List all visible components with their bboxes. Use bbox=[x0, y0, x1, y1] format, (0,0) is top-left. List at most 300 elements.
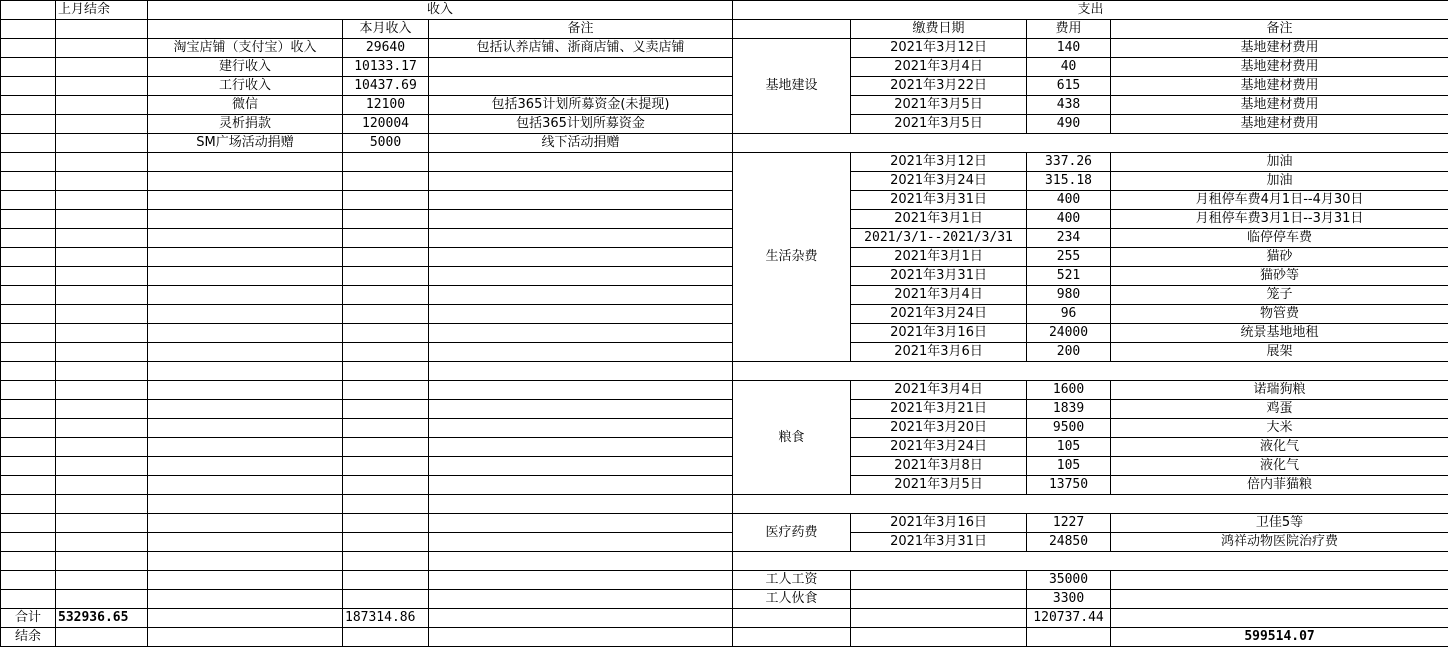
cell[interactable] bbox=[148, 590, 343, 609]
cell[interactable] bbox=[56, 229, 148, 248]
expense-date[interactable]: 2021年3月5日 bbox=[851, 96, 1027, 115]
cell[interactable] bbox=[343, 286, 429, 305]
cell[interactable] bbox=[1, 96, 56, 115]
expense-remark[interactable]: 临停停车费 bbox=[1111, 229, 1448, 248]
table-row bbox=[1, 457, 1448, 476]
cell[interactable] bbox=[56, 267, 148, 286]
table-row bbox=[1, 172, 1448, 191]
cell[interactable] bbox=[148, 267, 343, 286]
cell[interactable] bbox=[56, 533, 148, 552]
cell[interactable] bbox=[148, 609, 343, 628]
income-header[interactable]: 收入 bbox=[148, 1, 733, 20]
cell[interactable] bbox=[429, 248, 733, 267]
expense-cost[interactable]: 13750 bbox=[1027, 476, 1111, 495]
income-remark[interactable]: 包括认养店铺、浙商店铺、义卖店铺 bbox=[429, 39, 733, 58]
income-item[interactable]: 工行收入 bbox=[148, 77, 343, 96]
cell[interactable] bbox=[1111, 590, 1448, 609]
table-row bbox=[1, 267, 1448, 286]
income-amount[interactable]: 12100 bbox=[343, 96, 429, 115]
prev-balance-total[interactable]: 532936.65 bbox=[56, 609, 148, 628]
cell[interactable] bbox=[56, 362, 148, 381]
table-row bbox=[1, 533, 1448, 552]
table-row bbox=[1, 305, 1448, 324]
expense-date[interactable]: 2021年3月12日 bbox=[851, 153, 1027, 172]
cell[interactable] bbox=[148, 438, 343, 457]
expense-remark-header[interactable]: 备注 bbox=[1111, 20, 1448, 39]
expense-date[interactable]: 2021年3月1日 bbox=[851, 248, 1027, 267]
cell[interactable] bbox=[733, 495, 1448, 514]
cell[interactable] bbox=[733, 609, 851, 628]
income-remark[interactable]: 线下活动捐赠 bbox=[429, 134, 733, 153]
cell[interactable] bbox=[733, 552, 1448, 571]
table-row bbox=[1, 419, 1448, 438]
cell[interactable] bbox=[429, 628, 733, 647]
cell[interactable] bbox=[1, 267, 56, 286]
expense-remark[interactable]: 基地建材费用 bbox=[1111, 58, 1448, 77]
income-item[interactable]: 微信 bbox=[148, 96, 343, 115]
cell[interactable] bbox=[148, 191, 343, 210]
expense-cost[interactable]: 105 bbox=[1027, 457, 1111, 476]
cell[interactable] bbox=[148, 20, 343, 39]
cell[interactable] bbox=[1, 210, 56, 229]
cell[interactable] bbox=[56, 495, 148, 514]
cell[interactable] bbox=[343, 400, 429, 419]
cell[interactable] bbox=[1, 400, 56, 419]
cell[interactable] bbox=[429, 324, 733, 343]
expense-date[interactable]: 2021年3月5日 bbox=[851, 476, 1027, 495]
expense-remark[interactable]: 基地建材费用 bbox=[1111, 96, 1448, 115]
cell[interactable] bbox=[1, 324, 56, 343]
income-item[interactable]: 建行收入 bbox=[148, 58, 343, 77]
table-row bbox=[1, 438, 1448, 457]
expense-cost[interactable]: 35000 bbox=[1027, 571, 1111, 590]
expense-date[interactable]: 2021年3月5日 bbox=[851, 115, 1027, 134]
prev-balance-header[interactable]: 上月结余 bbox=[56, 1, 148, 20]
cell[interactable] bbox=[148, 324, 343, 343]
cell[interactable] bbox=[148, 552, 343, 571]
cell[interactable] bbox=[1, 533, 56, 552]
cell[interactable] bbox=[429, 305, 733, 324]
expense-remark[interactable]: 加油 bbox=[1111, 172, 1448, 191]
cell[interactable] bbox=[1, 438, 56, 457]
cell[interactable] bbox=[148, 400, 343, 419]
expense-cost[interactable]: 438 bbox=[1027, 96, 1111, 115]
table-row bbox=[1, 381, 1448, 400]
table-row bbox=[1, 590, 1448, 609]
cell[interactable] bbox=[1, 362, 56, 381]
table-row bbox=[1, 134, 1448, 153]
expense-date[interactable]: 2021年3月16日 bbox=[851, 324, 1027, 343]
cell[interactable] bbox=[56, 457, 148, 476]
expense-remark[interactable]: 液化气 bbox=[1111, 457, 1448, 476]
cell[interactable] bbox=[148, 172, 343, 191]
expense-cost[interactable]: 3300 bbox=[1027, 590, 1111, 609]
table-row bbox=[1, 552, 1448, 571]
cell[interactable] bbox=[56, 172, 148, 191]
table-row bbox=[1, 115, 1448, 134]
cell[interactable] bbox=[343, 457, 429, 476]
expense-date[interactable]: 2021年3月21日 bbox=[851, 400, 1027, 419]
cell[interactable] bbox=[733, 628, 851, 647]
header-row-2 bbox=[1, 20, 1448, 39]
cell[interactable] bbox=[1111, 571, 1448, 590]
cell[interactable] bbox=[343, 552, 429, 571]
totals-row bbox=[1, 609, 1448, 628]
cell[interactable] bbox=[429, 381, 733, 400]
cell[interactable] bbox=[429, 533, 733, 552]
cell[interactable] bbox=[56, 571, 148, 590]
category-food[interactable]: 粮食 bbox=[733, 381, 851, 495]
expense-remark[interactable]: 倍内菲猫粮 bbox=[1111, 476, 1448, 495]
cell[interactable] bbox=[343, 571, 429, 590]
income-total[interactable]: 187314.86 bbox=[343, 609, 429, 628]
cell[interactable] bbox=[1, 495, 56, 514]
cell[interactable] bbox=[56, 286, 148, 305]
expense-cost[interactable]: 490 bbox=[1027, 115, 1111, 134]
cell[interactable] bbox=[56, 305, 148, 324]
cell[interactable] bbox=[1, 457, 56, 476]
expense-date[interactable]: 2021年3月1日 bbox=[851, 210, 1027, 229]
balance-label[interactable]: 结余 bbox=[1, 628, 56, 647]
cell[interactable] bbox=[429, 495, 733, 514]
expense-date[interactable]: 2021年3月31日 bbox=[851, 533, 1027, 552]
cell[interactable] bbox=[56, 343, 148, 362]
cell[interactable] bbox=[429, 590, 733, 609]
cell[interactable] bbox=[343, 533, 429, 552]
income-item[interactable]: 淘宝店铺（支付宝）收入 bbox=[148, 39, 343, 58]
expense-cost[interactable]: 140 bbox=[1027, 39, 1111, 58]
cell[interactable] bbox=[429, 210, 733, 229]
cell[interactable] bbox=[56, 514, 148, 533]
expense-cost[interactable]: 24850 bbox=[1027, 533, 1111, 552]
cell[interactable] bbox=[56, 438, 148, 457]
cell[interactable] bbox=[56, 628, 148, 647]
expense-cost[interactable]: 24000 bbox=[1027, 324, 1111, 343]
cell[interactable] bbox=[148, 305, 343, 324]
cell[interactable] bbox=[148, 628, 343, 647]
table-row bbox=[1, 286, 1448, 305]
cell[interactable] bbox=[429, 514, 733, 533]
table-row bbox=[1, 343, 1448, 362]
cell[interactable] bbox=[343, 229, 429, 248]
income-amount[interactable]: 5000 bbox=[343, 134, 429, 153]
income-remark[interactable] bbox=[429, 77, 733, 96]
cell[interactable] bbox=[1, 134, 56, 153]
expense-date[interactable]: 2021年3月4日 bbox=[851, 286, 1027, 305]
cell[interactable] bbox=[343, 210, 429, 229]
cell[interactable] bbox=[56, 39, 148, 58]
cell[interactable] bbox=[56, 400, 148, 419]
expense-cost[interactable]: 980 bbox=[1027, 286, 1111, 305]
category-medical[interactable]: 医疗药费 bbox=[733, 514, 851, 552]
expense-remark[interactable]: 笼子 bbox=[1111, 286, 1448, 305]
cell[interactable] bbox=[343, 381, 429, 400]
expense-remark[interactable]: 液化气 bbox=[1111, 438, 1448, 457]
income-item[interactable]: 灵析捐款 bbox=[148, 115, 343, 134]
cell[interactable] bbox=[1, 343, 56, 362]
cell[interactable] bbox=[733, 20, 851, 39]
expense-cost[interactable]: 234 bbox=[1027, 229, 1111, 248]
expense-remark[interactable]: 基地建材费用 bbox=[1111, 77, 1448, 96]
cell[interactable] bbox=[343, 324, 429, 343]
category-base[interactable]: 基地建设 bbox=[733, 39, 851, 134]
cell[interactable] bbox=[1, 590, 56, 609]
expense-remark[interactable]: 物管费 bbox=[1111, 305, 1448, 324]
income-amount-header[interactable]: 本月收入 bbox=[343, 20, 429, 39]
table-row bbox=[1, 495, 1448, 514]
cell[interactable] bbox=[429, 362, 733, 381]
cell[interactable] bbox=[148, 248, 343, 267]
expense-cost[interactable]: 521 bbox=[1027, 267, 1111, 286]
table-row bbox=[1, 191, 1448, 210]
expense-remark[interactable]: 大米 bbox=[1111, 419, 1448, 438]
cell[interactable] bbox=[1, 514, 56, 533]
expense-date[interactable]: 2021年3月20日 bbox=[851, 419, 1027, 438]
expense-cost[interactable]: 200 bbox=[1027, 343, 1111, 362]
cell[interactable] bbox=[1, 229, 56, 248]
expense-cost[interactable]: 1227 bbox=[1027, 514, 1111, 533]
income-remark[interactable]: 包括365计划所募资金(未提现) bbox=[429, 96, 733, 115]
expense-remark[interactable]: 展架 bbox=[1111, 343, 1448, 362]
cell[interactable] bbox=[851, 628, 1027, 647]
expense-remark[interactable]: 月租停车费4月1日--4月30日 bbox=[1111, 191, 1448, 210]
category-wage[interactable]: 工人工资 bbox=[733, 571, 851, 590]
expense-cost[interactable]: 1600 bbox=[1027, 381, 1111, 400]
balance-row bbox=[1, 628, 1448, 647]
cell[interactable] bbox=[429, 286, 733, 305]
cell[interactable] bbox=[148, 286, 343, 305]
income-amount[interactable]: 29640 bbox=[343, 39, 429, 58]
cell[interactable] bbox=[56, 419, 148, 438]
cell[interactable] bbox=[56, 77, 148, 96]
cell[interactable] bbox=[343, 438, 429, 457]
cell[interactable] bbox=[56, 248, 148, 267]
header-row-1 bbox=[1, 1, 1448, 20]
expense-date[interactable]: 2021年3月31日 bbox=[851, 267, 1027, 286]
cell[interactable] bbox=[343, 305, 429, 324]
cell[interactable] bbox=[1, 39, 56, 58]
cell[interactable] bbox=[1, 248, 56, 267]
cell[interactable] bbox=[343, 628, 429, 647]
expense-remark[interactable]: 诺瑞狗粮 bbox=[1111, 381, 1448, 400]
table-row bbox=[1, 210, 1448, 229]
table-row bbox=[1, 96, 1448, 115]
cell[interactable] bbox=[429, 172, 733, 191]
cell[interactable] bbox=[56, 590, 148, 609]
cell[interactable] bbox=[56, 324, 148, 343]
cell[interactable] bbox=[429, 438, 733, 457]
cell[interactable] bbox=[56, 210, 148, 229]
expense-date[interactable]: 2021年3月4日 bbox=[851, 381, 1027, 400]
expense-date[interactable]: 2021年3月8日 bbox=[851, 457, 1027, 476]
expense-remark[interactable]: 月租停车费3月1日--3月31日 bbox=[1111, 210, 1448, 229]
expense-total[interactable]: 120737.44 bbox=[1027, 609, 1111, 628]
cell[interactable] bbox=[148, 514, 343, 533]
expense-cost[interactable]: 105 bbox=[1027, 438, 1111, 457]
cell[interactable] bbox=[1, 305, 56, 324]
cell[interactable] bbox=[1, 286, 56, 305]
expense-cost[interactable]: 315.18 bbox=[1027, 172, 1111, 191]
cell[interactable] bbox=[1, 381, 56, 400]
cell[interactable] bbox=[343, 153, 429, 172]
totals-label[interactable]: 合计 bbox=[1, 609, 56, 628]
cell[interactable] bbox=[429, 476, 733, 495]
cell[interactable] bbox=[56, 476, 148, 495]
cell[interactable] bbox=[148, 343, 343, 362]
cell[interactable] bbox=[343, 590, 429, 609]
expense-cost[interactable]: 40 bbox=[1027, 58, 1111, 77]
expense-date[interactable]: 2021年3月16日 bbox=[851, 514, 1027, 533]
cell[interactable] bbox=[343, 362, 429, 381]
cell[interactable] bbox=[343, 495, 429, 514]
cell[interactable] bbox=[429, 267, 733, 286]
table-row bbox=[1, 571, 1448, 590]
cell[interactable] bbox=[1, 552, 56, 571]
expense-header[interactable]: 支出 bbox=[733, 1, 1448, 20]
expense-date[interactable]: 2021年3月12日 bbox=[851, 39, 1027, 58]
cell[interactable] bbox=[429, 229, 733, 248]
cell[interactable] bbox=[343, 419, 429, 438]
cell[interactable] bbox=[56, 552, 148, 571]
cell[interactable] bbox=[1, 153, 56, 172]
expense-remark[interactable]: 鸡蛋 bbox=[1111, 400, 1448, 419]
table-row bbox=[1, 77, 1448, 96]
cell[interactable] bbox=[1, 20, 56, 39]
cell[interactable] bbox=[1111, 609, 1448, 628]
cell[interactable] bbox=[56, 96, 148, 115]
cell[interactable] bbox=[1, 419, 56, 438]
cell[interactable] bbox=[1, 571, 56, 590]
table-row bbox=[1, 39, 1448, 58]
pay-date-header[interactable]: 缴费日期 bbox=[851, 20, 1027, 39]
cell[interactable] bbox=[429, 552, 733, 571]
expense-cost[interactable]: 337.26 bbox=[1027, 153, 1111, 172]
expense-remark[interactable]: 猫砂 bbox=[1111, 248, 1448, 267]
expense-remark[interactable]: 卫佳5等 bbox=[1111, 514, 1448, 533]
cell[interactable] bbox=[56, 20, 148, 39]
cell[interactable] bbox=[148, 495, 343, 514]
expense-cost[interactable]: 1839 bbox=[1027, 400, 1111, 419]
expense-date[interactable]: 2021年3月24日 bbox=[851, 438, 1027, 457]
cell[interactable] bbox=[343, 191, 429, 210]
cell[interactable] bbox=[429, 419, 733, 438]
cell[interactable] bbox=[148, 533, 343, 552]
cell[interactable] bbox=[56, 191, 148, 210]
expense-cost[interactable]: 400 bbox=[1027, 210, 1111, 229]
category-meals[interactable]: 工人伙食 bbox=[733, 590, 851, 609]
expense-cost[interactable]: 400 bbox=[1027, 191, 1111, 210]
cell[interactable] bbox=[148, 229, 343, 248]
expense-date[interactable]: 2021年3月22日 bbox=[851, 77, 1027, 96]
cell[interactable] bbox=[56, 134, 148, 153]
expense-remark[interactable]: 基地建材费用 bbox=[1111, 115, 1448, 134]
cell[interactable] bbox=[733, 134, 1448, 153]
table-row bbox=[1, 229, 1448, 248]
cell[interactable] bbox=[56, 381, 148, 400]
cell[interactable] bbox=[733, 362, 1448, 381]
expense-remark[interactable]: 基地建材费用 bbox=[1111, 39, 1448, 58]
expense-date[interactable]: 2021年3月6日 bbox=[851, 343, 1027, 362]
expense-cost[interactable]: 9500 bbox=[1027, 419, 1111, 438]
cell[interactable] bbox=[148, 419, 343, 438]
cell[interactable] bbox=[429, 343, 733, 362]
cell[interactable] bbox=[1027, 628, 1111, 647]
cell[interactable] bbox=[1, 476, 56, 495]
cell[interactable] bbox=[148, 476, 343, 495]
cell[interactable] bbox=[148, 457, 343, 476]
cell[interactable] bbox=[148, 362, 343, 381]
cell[interactable] bbox=[343, 343, 429, 362]
table-row bbox=[1, 58, 1448, 77]
expense-date[interactable]: 2021年3月31日 bbox=[851, 191, 1027, 210]
income-amount[interactable]: 10437.69 bbox=[343, 77, 429, 96]
expense-remark[interactable]: 加油 bbox=[1111, 153, 1448, 172]
expense-date[interactable]: 2021/3/1--2021/3/31 bbox=[851, 229, 1027, 248]
cell[interactable] bbox=[1, 77, 56, 96]
cell[interactable] bbox=[1, 58, 56, 77]
table-row bbox=[1, 153, 1448, 172]
cell[interactable] bbox=[1, 1, 56, 20]
cell[interactable] bbox=[343, 172, 429, 191]
expense-remark[interactable]: 鸿祥动物医院治疗费 bbox=[1111, 533, 1448, 552]
expense-remark[interactable]: 统景基地地租 bbox=[1111, 324, 1448, 343]
expense-date[interactable]: 2021年3月4日 bbox=[851, 58, 1027, 77]
cell[interactable] bbox=[1, 115, 56, 134]
cell[interactable] bbox=[343, 267, 429, 286]
expense-remark[interactable]: 猫砂等 bbox=[1111, 267, 1448, 286]
balance-value[interactable]: 599514.07 bbox=[1111, 628, 1448, 647]
income-remark[interactable] bbox=[429, 58, 733, 77]
cost-header[interactable]: 费用 bbox=[1027, 20, 1111, 39]
cell[interactable] bbox=[851, 571, 1027, 590]
cell[interactable] bbox=[56, 153, 148, 172]
cell[interactable] bbox=[343, 514, 429, 533]
table-row bbox=[1, 476, 1448, 495]
income-item[interactable]: SM广场活动捐赠 bbox=[148, 134, 343, 153]
cell[interactable] bbox=[851, 590, 1027, 609]
cell[interactable] bbox=[429, 400, 733, 419]
cell[interactable] bbox=[429, 609, 733, 628]
cell[interactable] bbox=[1, 172, 56, 191]
table-row bbox=[1, 324, 1448, 343]
income-amount[interactable]: 120004 bbox=[343, 115, 429, 134]
cell[interactable] bbox=[429, 153, 733, 172]
expense-cost[interactable]: 96 bbox=[1027, 305, 1111, 324]
cell[interactable] bbox=[429, 191, 733, 210]
cell[interactable] bbox=[343, 248, 429, 267]
income-amount[interactable]: 10133.17 bbox=[343, 58, 429, 77]
table-row bbox=[1, 248, 1448, 267]
cell[interactable] bbox=[56, 58, 148, 77]
cell[interactable] bbox=[148, 153, 343, 172]
income-remark-header[interactable]: 备注 bbox=[429, 20, 733, 39]
cell[interactable] bbox=[1, 191, 56, 210]
cell[interactable] bbox=[429, 457, 733, 476]
income-remark[interactable]: 包括365计划所募资金 bbox=[429, 115, 733, 134]
cell[interactable] bbox=[429, 571, 733, 590]
expense-date[interactable]: 2021年3月24日 bbox=[851, 305, 1027, 324]
cell[interactable] bbox=[148, 210, 343, 229]
expense-date[interactable]: 2021年3月24日 bbox=[851, 172, 1027, 191]
cell[interactable] bbox=[851, 609, 1027, 628]
cell[interactable] bbox=[343, 476, 429, 495]
cell[interactable] bbox=[148, 571, 343, 590]
category-living[interactable]: 生活杂费 bbox=[733, 153, 851, 362]
expense-cost[interactable]: 615 bbox=[1027, 77, 1111, 96]
cell[interactable] bbox=[148, 381, 343, 400]
expense-cost[interactable]: 255 bbox=[1027, 248, 1111, 267]
cell[interactable] bbox=[56, 115, 148, 134]
